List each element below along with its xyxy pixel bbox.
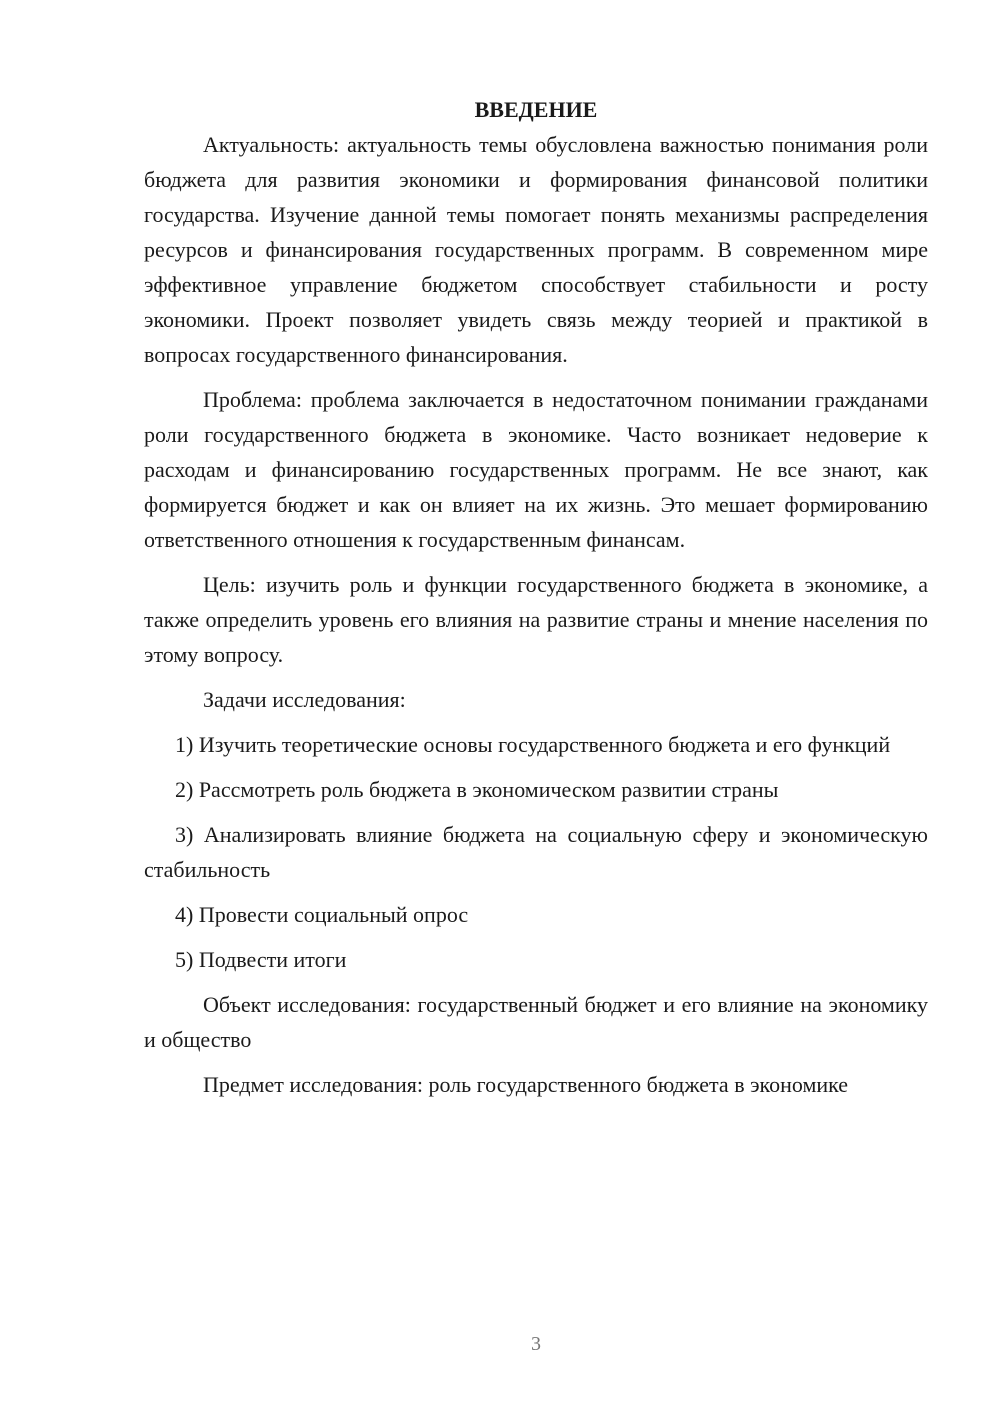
task-item-2: 2) Рассмотреть роль бюджета в экономическом развитии страны <box>175 777 779 802</box>
paragraph-gap <box>144 887 928 897</box>
problem-paragraph: Проблема: проблема заключается в недостаточном понимании гражданами роли государственного бюджета в экономике. Часто возникает недоверие к расходам и финансированию государственных программ. Не все знают, как формируется бюджет и как он влияет на их жизнь. Это мешает формированию ответственного отношения к государственным финансам. <box>144 387 928 552</box>
paragraph-gap <box>144 557 928 567</box>
document-body <box>144 92 928 1102</box>
paragraph-gap <box>144 1057 928 1067</box>
task-item-1: 1) Изучить теоретические основы государственного бюджета и его функций <box>175 732 891 757</box>
goal-paragraph: Цель: изучить роль и функции государственного бюджета в экономике, а также определить уровень его влияния на развитие страны и мнение населения по этому вопросу. <box>144 572 928 667</box>
paragraph-gap <box>144 807 928 817</box>
task-item-5: 5) Подвести итоги <box>175 947 347 972</box>
page-number: 3 <box>531 1333 541 1355</box>
task-item-4: 4) Провести социальный опрос <box>175 902 469 927</box>
object-paragraph: Объект исследования: государственный бюджет и его влияние на экономику и общество <box>144 992 928 1052</box>
tasks-heading: Задачи исследования: <box>203 687 406 712</box>
paragraph-gap <box>144 977 928 987</box>
paragraph-gap <box>144 762 928 772</box>
relevance-paragraph: Актуальность: актуальность темы обусловлена важностью понимания роли бюджета для развития экономики и формирования финансовой политики государства. Изучение данной темы помогает понять механизмы распределения ресурсов и финансирования государственных программ. В современном мире эффективное управление бюджетом способствует стабильности и росту экономики. Проект позволяет увидеть связь между теорией и практикой в вопросах государственного финансирования. <box>144 132 928 367</box>
subject-paragraph: Предмет исследования: роль государственного бюджета в экономике <box>203 1072 849 1097</box>
paragraph-gap <box>144 717 928 727</box>
paragraph-gap <box>144 672 928 682</box>
paragraph-gap <box>144 932 928 942</box>
paragraph-gap <box>144 372 928 382</box>
page-title: ВВЕДЕНИЕ <box>474 97 598 122</box>
task-item-3: 3) Анализировать влияние бюджета на социальную сферу и экономическую стабильность <box>144 822 928 882</box>
